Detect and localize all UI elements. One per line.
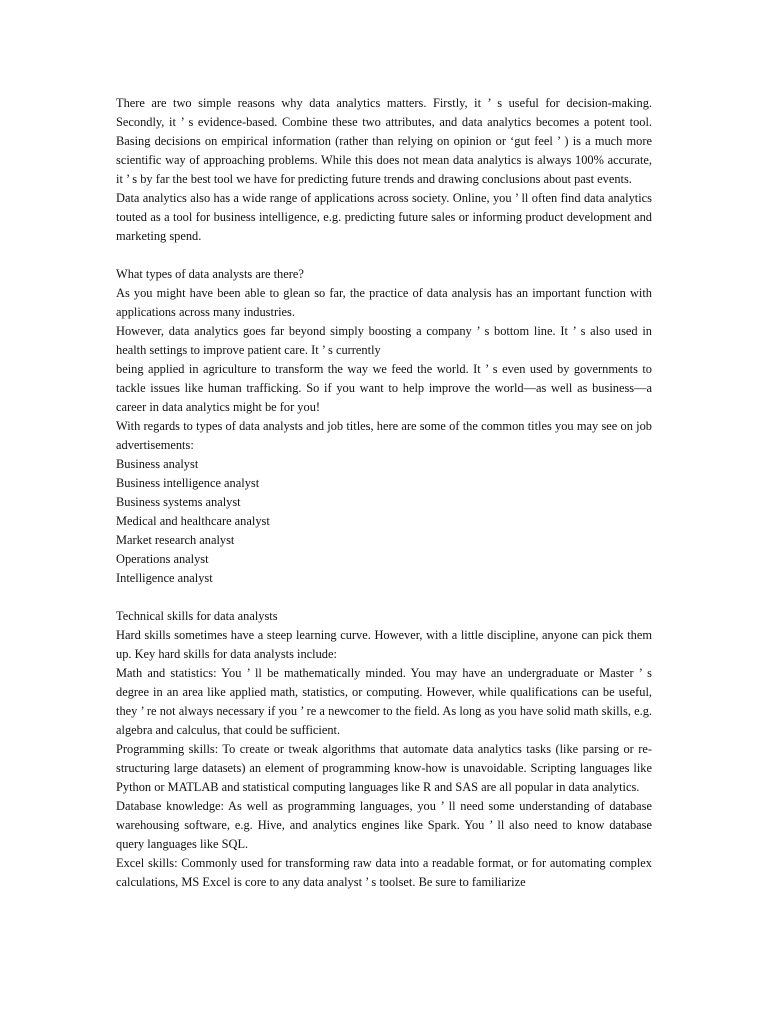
skills-database: Database knowledge: As well as programming languages, you ’ ll need some understanding of database warehousing software, e.g. Hive, and analytics engines like Spark. You ’ ll also need to know database query languages like SQL. — [116, 799, 652, 851]
skills-paragraph-1: Hard skills sometimes have a steep learning curve. However, with a little discipline, anyone can pick them up. Key hard skills for data analysts include: — [116, 628, 652, 661]
types-paragraph-1: As you might have been able to glean so far, the practice of data analysis has an important function with applications across many industries. — [116, 286, 652, 319]
types-paragraph-2: However, data analytics goes far beyond simply boosting a company ’ s bottom line. It ’ s also used in health settings to improve patient care. It ’ s currently — [116, 324, 652, 357]
list-item: Medical and healthcare analyst — [116, 514, 270, 528]
list-item: Operations analyst — [116, 552, 209, 566]
document-page — [116, 94, 652, 892]
skills-excel: Excel skills: Commonly used for transforming raw data into a readable format, or for automating complex calculations, MS Excel is core to any data analyst ’ s toolset. Be sure to familiarize — [116, 856, 652, 889]
list-item: Business systems analyst — [116, 495, 241, 509]
intro-paragraph-1: There are two simple reasons why data analytics matters. Firstly, it ’ s useful for decision-making. Secondly, it ’ s evidence-based. Combine these two attributes, and data analytics becomes a potent tool. Basing decisions on empirical information (rather than relying on opinion or ‘gut feel ’ ) is a much more scientific way of approaching problems. While this does not mean data analytics is always 100% accurate, it ’ s by far the best tool we have for predicting future trends and drawing conclusions about past events. — [116, 96, 652, 186]
types-paragraph-3: being applied in agriculture to transform the way we feed the world. It ’ s even used by governments to tackle issues like human trafficking. So if you want to help improve the world—as well as business—a career in data analytics might be for you! — [116, 362, 652, 414]
list-item: Business analyst — [116, 457, 199, 471]
skills-heading: Technical skills for data analysts — [116, 609, 278, 623]
analyst-titles-list — [116, 455, 652, 588]
blank-line — [116, 588, 652, 607]
list-item: Market research analyst — [116, 533, 235, 547]
blank-line — [116, 246, 652, 265]
types-paragraph-4: With regards to types of data analysts and job titles, here are some of the common titles you may see on job advertisements: — [116, 419, 652, 452]
intro-paragraph-2: Data analytics also has a wide range of applications across society. Online, you ’ ll often find data analytics touted as a tool for business intelligence, e.g. predicting future sales or informing product development and marketing spend. — [116, 191, 652, 243]
list-item: Business intelligence analyst — [116, 476, 260, 490]
skills-math: Math and statistics: You ’ ll be mathematically minded. You may have an undergraduate or Master ’ s degree in an area like applied math, statistics, or computing. However, while qualifications can be useful, they ’ re not always necessary if you ’ re a newcomer to the field. As long as you have solid math skills, e.g. algebra and calculus, that could be sufficient. — [116, 666, 652, 737]
skills-programming: Programming skills: To create or tweak algorithms that automate data analytics tasks (like parsing or re-structuring large datasets) an element of programming know-how is unavoidable. Scripting languages like Python or MATLAB and statistical computing languages like R and SAS are all popular in data analytics. — [116, 742, 652, 794]
list-item: Intelligence analyst — [116, 571, 213, 585]
types-heading: What types of data analysts are there? — [116, 267, 304, 281]
